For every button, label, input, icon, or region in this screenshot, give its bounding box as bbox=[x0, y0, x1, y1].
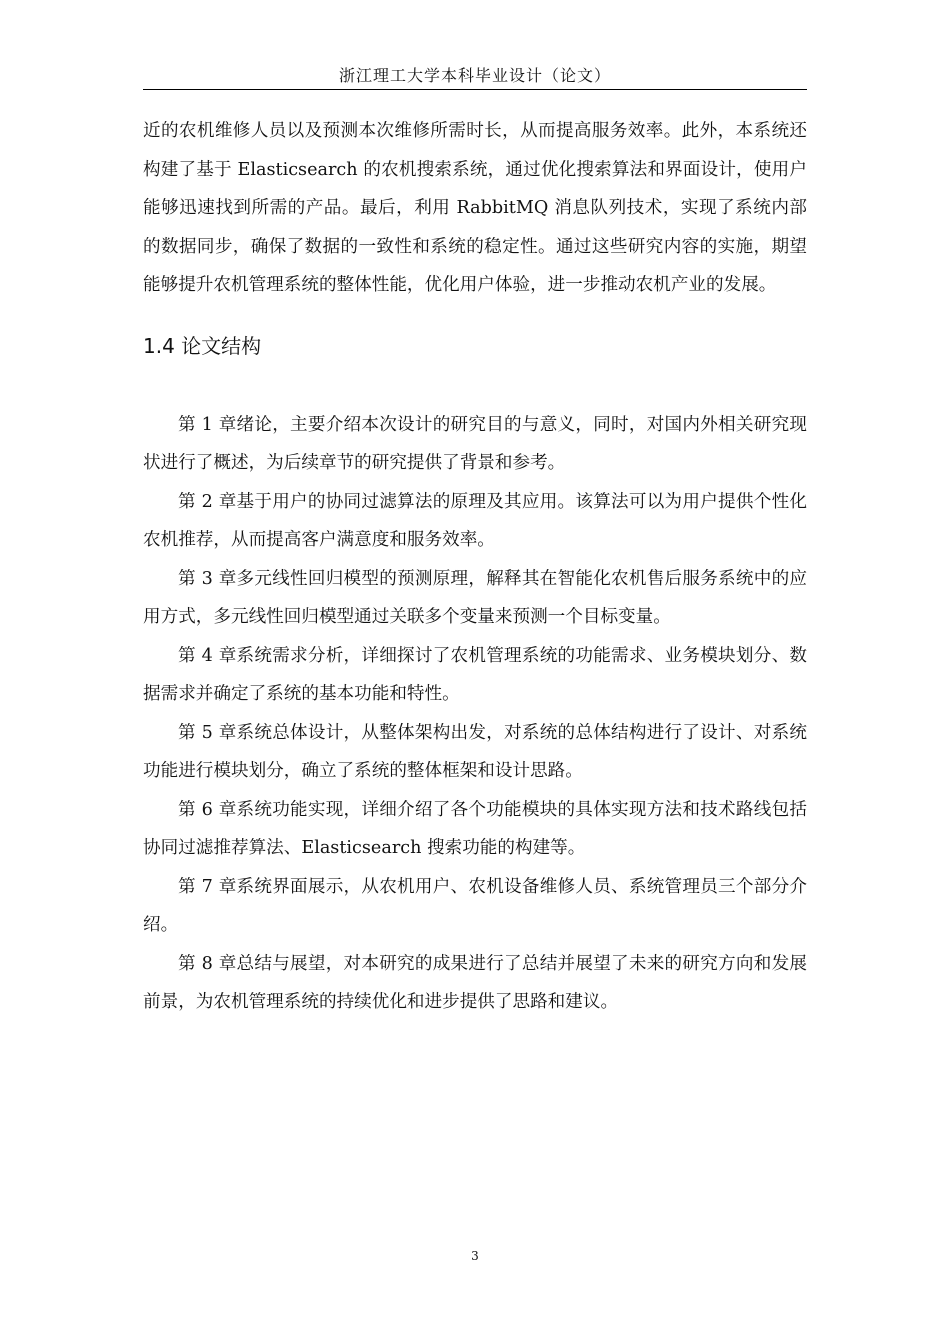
chapter-5-summary: 第 5 章系统总体设计，从整体架构出发，对系统的总体结构进行了设计、对系统功能进行模块划分，确立了系统的整体框架和设计思路。 bbox=[143, 722, 807, 781]
chapter-3-summary: 第 3 章多元线性回归模型的预测原理，解释其在智能化农机售后服务系统中的应用方式，多元线性回归模型通过关联多个变量来预测一个目标变量。 bbox=[143, 568, 807, 627]
intro-paragraph: 近的农机维修人员以及预测本次维修所需时长，从而提高服务效率。此外，本系统还构建了基于 Elasticsearch 的农机搜索系统，通过优化搜索算法和界面设计，使用户能够迅速找到所需的产品。最后，利用 RabbitMQ 消息队列技术，实现了系统内部的数据同步，确保了数据的一致性和系统的稳定性。通过这些研究内容的实施，期望能够提升农机管理系统的整体性能，优化用户体验，进一步推动农机产业的发展。 bbox=[143, 121, 807, 295]
section-heading: 1.4 论文结构 bbox=[143, 333, 262, 358]
chapter-1-summary: 第 1 章绪论，主要介绍本次设计的研究目的与意义，同时，对国内外相关研究现状进行了概述，为后续章节的研究提供了背景和参考。 bbox=[143, 414, 807, 473]
chapter-2-summary: 第 2 章基于用户的协同过滤算法的原理及其应用。该算法可以为用户提供个性化农机推荐，从而提高客户满意度和服务效率。 bbox=[143, 491, 807, 550]
header-divider bbox=[143, 89, 807, 90]
chapter-7-summary: 第 7 章系统界面展示，从农机用户、农机设备维修人员、系统管理员三个部分介绍。 bbox=[143, 876, 807, 935]
chapter-8-summary: 第 8 章总结与展望，对本研究的成果进行了总结并展望了未来的研究方向和发展前景，为农机管理系统的持续优化和进步提供了思路和建议。 bbox=[143, 953, 807, 1012]
chapter-4-summary: 第 4 章系统需求分析，详细探讨了农机管理系统的功能需求、业务模块划分、数据需求并确定了系统的基本功能和特性。 bbox=[143, 645, 807, 704]
running-header: 浙江理工大学本科毕业设计（论文） bbox=[338, 66, 611, 85]
chapter-6-summary: 第 6 章系统功能实现，详细介绍了各个功能模块的具体实现方法和技术路线包括协同过滤推荐算法、Elasticsearch 搜索功能的构建等。 bbox=[143, 799, 807, 858]
page-number: 3 bbox=[471, 1249, 479, 1263]
page-body bbox=[143, 112, 807, 1022]
